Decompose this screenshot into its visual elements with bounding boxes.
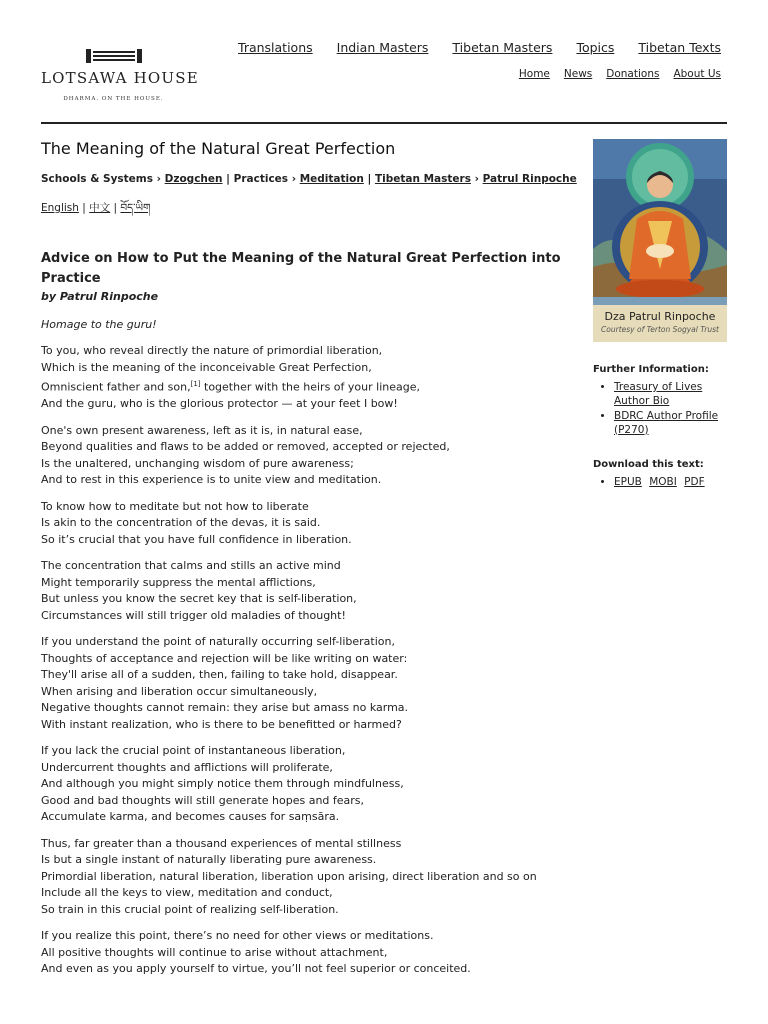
verse-line: They'll arise all of a sudden, then, failing to take hold, disappear. — [41, 668, 398, 682]
verse-line: So train in this crucial point of realizing self-liberation. — [41, 902, 339, 916]
verse-line: And the guru, who is the glorious protector — at your feet I bow! — [41, 397, 398, 411]
caption-name: Dza Patrul Rinpoche — [604, 310, 716, 323]
bdrc-profile-link[interactable]: BDRC Author Profile (P270) — [614, 410, 719, 436]
breadcrumb-separator: | — [367, 173, 372, 185]
caption-credit: Courtesy of Terton Sogyal Trust — [601, 325, 719, 334]
verse-line: Undercurrent thoughts and afflictions will proliferate, — [41, 760, 333, 774]
verse-line: Is but a single instant of naturally liberating pure awareness. — [41, 853, 377, 867]
footnote-link[interactable]: [1] — [190, 380, 201, 388]
verse-line: All positive thoughts will continue to arise without attachment, — [41, 945, 388, 959]
lang-separator: | — [82, 202, 86, 214]
verse-stanza — [41, 836, 573, 919]
breadcrumb-separator: | — [226, 173, 230, 185]
verse-line: Negative thoughts cannot remain: they arise but amass no karma. — [41, 701, 409, 715]
lang-english[interactable]: English — [41, 202, 79, 214]
verse-line: If you understand the point of naturally occurring self-liberation, — [41, 635, 395, 649]
verse-line: Good and bad thoughts will still generate hopes and fears, — [41, 793, 365, 807]
verse-line: If you lack the crucial point of instantaneous liberation, — [41, 744, 346, 758]
language-switcher — [41, 197, 573, 226]
logo-title: LOTSAWA HOUSE — [41, 69, 199, 87]
download-mobi-link[interactable]: MOBI — [649, 476, 677, 488]
verse-stanza — [41, 928, 573, 978]
breadcrumb-arrow: › — [474, 173, 479, 185]
nav-tibetan-texts[interactable]: Tibetan Texts — [638, 40, 721, 55]
nav-translations[interactable]: Translations — [238, 40, 313, 55]
main-content — [41, 139, 577, 978]
secondary-nav — [505, 68, 721, 80]
treasury-of-lives-link[interactable]: Treasury of Lives Author Bio — [614, 381, 703, 407]
verse-stanza — [41, 743, 573, 826]
nav-indian-masters[interactable]: Indian Masters — [336, 40, 429, 55]
verse-line: And to rest in this experience is to unite view and meditation. — [41, 473, 382, 487]
verse-line: Is the unaltered, unchanging wisdom of pure awareness; — [41, 456, 354, 470]
nav-news[interactable]: News — [563, 68, 593, 80]
header-divider — [41, 122, 727, 124]
verse-line: With instant realization, who is there to be benefitted or harmed? — [41, 717, 402, 731]
breadcrumb-dzogchen[interactable]: Dzogchen — [164, 173, 223, 185]
verse-line: Which is the meaning of the inconceivable Great Perfection, — [41, 360, 372, 374]
nav-tibetan-masters[interactable]: Tibetan Masters — [452, 40, 553, 55]
page-title: The Meaning of the Natural Great Perfection — [41, 139, 396, 158]
breadcrumb-arrow: › — [156, 173, 161, 185]
site-logo[interactable] — [41, 49, 199, 102]
main-nav — [214, 40, 721, 55]
verse-line: The concentration that calms and stills an active mind — [41, 559, 341, 573]
logo-mark-icon — [86, 49, 142, 63]
verse-line: Thoughts of acceptance and rejection will be like writing on water: — [41, 651, 408, 665]
nav-donations[interactable]: Donations — [606, 68, 660, 80]
download-list — [593, 476, 727, 490]
portrait-caption — [593, 305, 727, 342]
logo-tagline: DHARMA. ON THE HOUSE. — [63, 96, 164, 102]
breadcrumb-patrul-rinpoche[interactable]: Patrul Rinpoche — [482, 173, 577, 185]
verse-line: Primordial liberation, natural liberation, liberation upon arising, direct liberation and so on — [41, 869, 537, 883]
verse-line: Accumulate karma, and becomes causes for saṃsāra. — [41, 810, 340, 824]
sidebar — [593, 139, 727, 492]
nav-topics[interactable]: Topics — [576, 40, 615, 55]
verse-line: One's own present awareness, left as it is, in natural ease, — [41, 423, 363, 437]
homage-line: Homage to the guru! — [41, 318, 157, 331]
verse-line: To know how to meditate but not how to liberate — [41, 499, 309, 513]
verse-line: But unless you know the secret key that is self-liberation, — [41, 592, 357, 606]
verse-line: So it’s crucial that you have full confidence in liberation. — [41, 532, 352, 546]
list-item — [614, 410, 727, 437]
further-info-heading: Further Information: — [593, 364, 709, 375]
verse-stanza — [41, 423, 573, 489]
verse-line: Omniscient father and son,[1] together with the heirs of your lineage, — [41, 380, 420, 394]
verse-line: Is akin to the concentration of the devas, it is said. — [41, 516, 321, 530]
further-info-list — [593, 381, 727, 437]
breadcrumb — [41, 173, 577, 185]
breadcrumb-schools: Schools & Systems — [41, 173, 153, 185]
download-heading: Download this text: — [593, 459, 704, 470]
verse-stanza — [41, 634, 573, 733]
list-item — [614, 476, 727, 490]
verse-stanza — [41, 499, 573, 549]
verse-body — [41, 423, 573, 978]
verse-line: Might temporarily suppress the mental afflictions, — [41, 575, 316, 589]
verse-line: Include all the keys to view, meditation and conduct, — [41, 886, 333, 900]
verse-line: Circumstances will still trigger old maladies of thought! — [41, 608, 346, 622]
verse-stanza — [41, 343, 573, 413]
download-epub-link[interactable]: EPUB — [614, 476, 642, 488]
nav-about-us[interactable]: About Us — [673, 68, 721, 80]
lang-chinese[interactable]: 中文 — [89, 202, 111, 214]
breadcrumb-arrow: › — [291, 173, 297, 185]
lang-tibetan[interactable]: བོད་ཡིག — [120, 202, 151, 214]
verse-line: When arising and liberation occur simultaneously, — [41, 684, 318, 698]
verse-line: Thus, far greater than a thousand experiences of mental stillness — [41, 836, 402, 850]
article-byline: by Patrul Rinpoche — [41, 290, 159, 303]
lang-separator: | — [113, 202, 118, 214]
verse-line: To you, who reveal directly the nature of primordial liberation, — [41, 344, 383, 357]
verse-line: Beyond qualities and flaws to be added or removed, accepted or rejected, — [41, 440, 450, 454]
patrul-rinpoche-portrait — [593, 139, 727, 305]
breadcrumb-tibetan-masters[interactable]: Tibetan Masters — [374, 173, 471, 185]
verse-stanza — [41, 558, 573, 624]
verse-line: If you realize this point, there’s no need for other views or meditations. — [41, 929, 434, 943]
nav-home[interactable]: Home — [518, 68, 550, 80]
verse-line: And although you might simply notice them through mindfulness, — [41, 777, 404, 791]
list-item — [614, 381, 727, 408]
breadcrumb-meditation[interactable]: Meditation — [299, 173, 364, 185]
verse-line: And even as you apply yourself to virtue, you’ll not feel superior or conceited. — [41, 962, 471, 976]
download-pdf-link[interactable]: PDF — [684, 476, 705, 488]
article-heading: Advice on How to Put the Meaning of the Natural Great Perfection into Practice — [41, 251, 561, 286]
breadcrumb-practices: Practices — [233, 173, 289, 185]
